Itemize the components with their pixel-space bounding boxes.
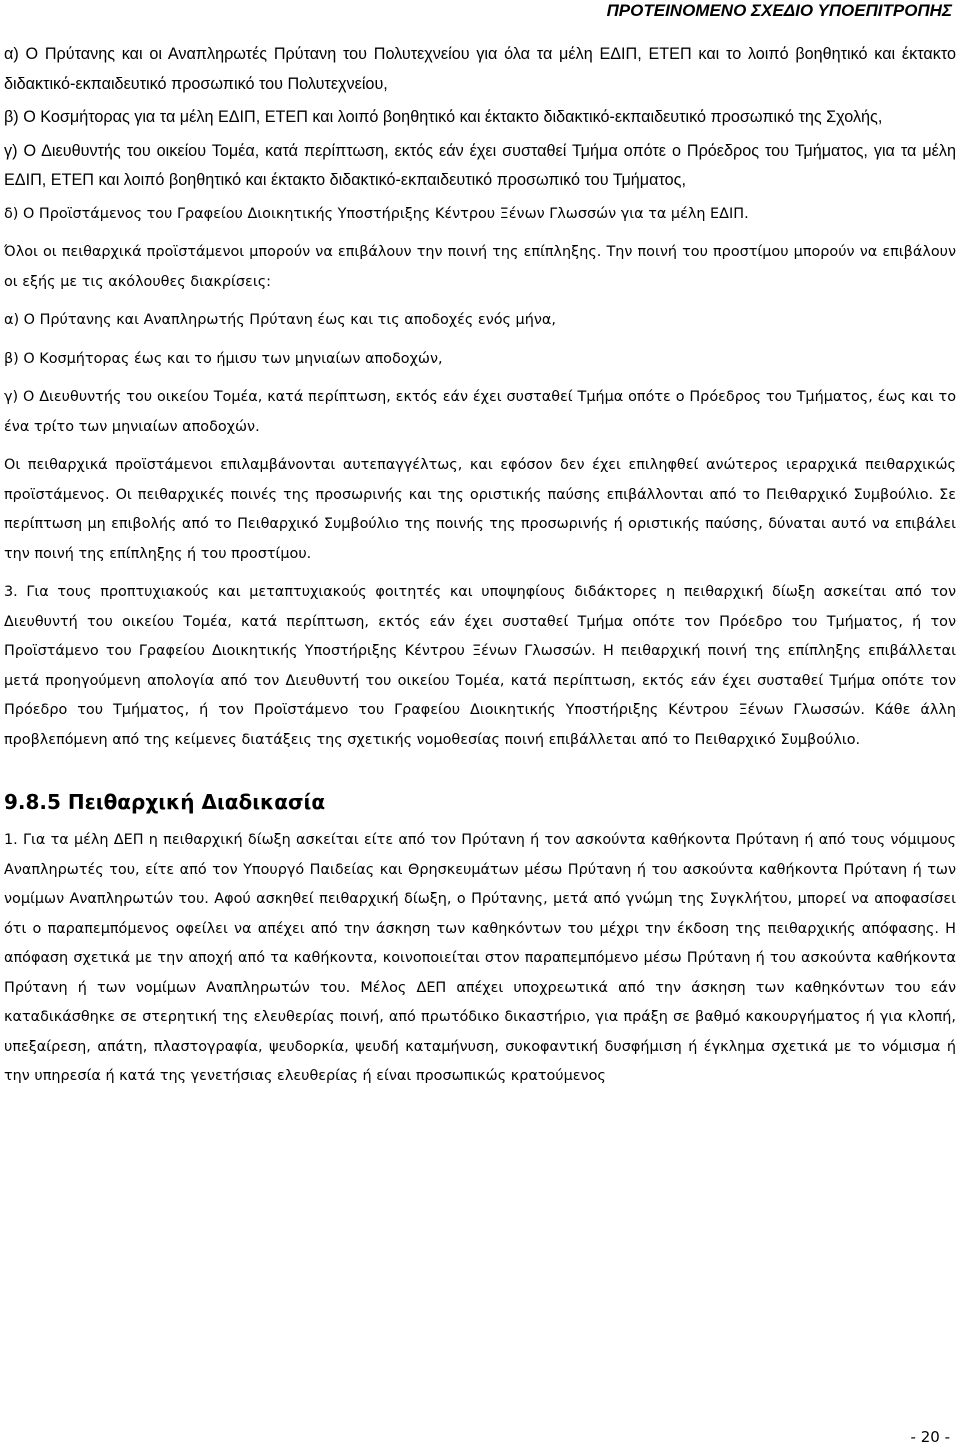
- list-item: γ) Ο Διευθυντής του οικείου Τομέα, κατά περίπτωση, εκτός εάν έχει συσταθεί Τμήμα οπότε ο Πρόεδρος του Τμήματος, έως και το ένα τρίτο των μηνιαίων αποδοχών.: [4, 389, 956, 435]
- document-body: [4, 40, 956, 1101]
- list-item: δ) Ο Προϊστάμενος του Γραφείου Διοικητικής Υποστήριξης Κέντρου Ξένων Γλωσσών για τα μέλη ΕΔΙΠ.: [4, 205, 749, 222]
- section-2: [4, 200, 956, 756]
- list-item: α) Ο Πρύτανης και Αναπληρωτής Πρύτανη έως και τις αποδοχές ενός μήνα,: [4, 312, 556, 328]
- paragraph: 1. Για τα μέλη ΔΕΠ η πειθαρχική δίωξη ασκείται είτε από τον Πρύτανη ή τον ασκούντα καθήκοντα Πρύτανη ή από τους νόμιμους Αναπληρωτές του, είτε από τον Υπουργό Παιδείας και Θρησκευμάτων μέσω Πρύτανη ή του ασκούντα καθήκοντα Πρύτανη ή των νομίμων Αναπληρωτών του. Αφού ασκηθεί πειθαρχική δίωξη, ο Πρύτανης, μετά από γνώμη της Συγκλήτου, μπορεί να αποφασίσει ότι ο παραπεμπόμενος οφείλει να απέχει από την άσκηση των καθηκόντων του μέχρι την έκδοση της πειθαρχικής απόφασης. Η απόφαση σχετικά με την αποχή από τα καθήκοντα, κοινοποιείται στον παραπεμπόμενο μέσω Πρύτανη ή του ασκούντα καθήκοντα Πρύτανη ή των νομίμων Αναπληρωτών του. Μέλος ΔΕΠ απέχει υποχρεωτικά από την άσκηση των καθηκόντων του εάν καταδικάσθηκε σε στερητική της ελευθερίας ποινή, από πρωτόδικο δικαστήριο, για πράξη σε βαθμό κακουργήματος ή για κλοπή, υπεξαίρεση, απάτη, πλαστογραφία, ψευδορκία, ψευδή καταμήνυση, συκοφαντική δυσφήμιση ή έγκλημα σχετικά με το νόμισμα ή την υπηρεσία ή κατά της γενετήσιας ελευθερίας ή είναι προσωπικώς κρατούμενος: [4, 832, 956, 1084]
- section-3: [4, 826, 956, 1092]
- list-item: α) Ο Πρύτανης και οι Αναπληρωτές Πρύτανη του Πολυτεχνείου για όλα τα μέλη ΕΔΙΠ, ΕΤΕΠ και το λοιπό βοηθητικό και έκτακτο διδακτικό-εκπαιδευτικό προσωπικό του Πολυτεχνείου,: [4, 45, 956, 93]
- document-header: ΠΡΟΤΕΙΝΟΜΕΝΟ ΣΧΕΔΙΟ ΥΠΟΕΠΙΤΡΟΠΗΣ: [606, 1, 952, 20]
- paragraph: 3. Για τους προπτυχιακούς και μεταπτυχιακούς φοιτητές και υποψηφίους διδάκτορες η πειθαρχική δίωξη ασκείται από τον Διευθυντή του οικείου Τομέα, κατά περίπτωση, εκτός εάν έχει συσταθεί Τμήμα οπότε τον Πρόεδρο του Τμήματος, ή τον Προϊστάμενο του Γραφείου Διοικητικής Υποστήριξης Κέντρου Ξένων Γλωσσών. Η πειθαρχική ποινή της επίπληξης επιβάλλεται μετά προηγούμενη απολογία από τον Διευθυντή του οικείου Τομέα, κατά περίπτωση, εκτός εάν έχει συσταθεί Τμήμα οπότε τον Πρόεδρο του Τμήματος, ή τον Προϊστάμενο του Γραφείου Διοικητικής Υποστήριξης Κέντρου Ξένων Γλωσσών. Κάθε άλλη προβλεπόμενη από της κείμενες διατάξεις της σχετικής νομοθεσίας ποινή επιβάλλεται από το Πειθαρχικό Συμβούλιο.: [4, 584, 956, 748]
- list-item: β) Ο Κοσμήτορας έως και το ήμισυ των μηνιαίων αποδοχών,: [4, 350, 443, 367]
- paragraph: Όλοι οι πειθαρχικά προϊστάμενοι μπορούν να επιβάλουν την ποινή της επίπληξης. Την ποινή του προστίμου μπορούν να επιβάλουν οι εξής με τις ακόλουθες διακρίσεις:: [4, 244, 956, 290]
- section-1: [4, 40, 956, 196]
- section-heading: 9.8.5 Πειθαρχική Διαδικασία: [4, 790, 326, 814]
- paragraph: Οι πειθαρχικά προϊστάμενοι επιλαμβάνονται αυτεπαγγέλτως, και εφόσον δεν έχει επιληφθεί ανώτερος ιεραρχικά πειθαρχικώς προϊστάμενος. Οι πειθαρχικές ποινές της προσωρινής και της οριστικής παύσης επιβάλλονται από το Πειθαρχικό Συμβούλιο. Σε περίπτωση μη επιβολής από το Πειθαρχικό Συμβούλιο της ποινής της προσωρινής ή οριστικής παύσης, δύναται αυτό να επιβάλει την ποινή της επίπληξης ή του προστίμου.: [4, 457, 956, 562]
- page-number: - 20 -: [910, 1428, 950, 1446]
- list-item: γ) Ο Διευθυντής του οικείου Τομέα, κατά περίπτωση, εκτός εάν έχει συσταθεί Τμήμα οπότε ο Πρόεδρος του Τμήματος, για τα μέλη ΕΔΙΠ, ΕΤΕΠ και λοιπό βοηθητικό και έκτακτο διδακτικό-εκπαιδευτικό προσωπικό του Τμήματος,: [4, 141, 956, 189]
- list-item: β) Ο Κοσμήτορας για τα μέλη ΕΔΙΠ, ΕΤΕΠ και λοιπό βοηθητικό και έκτακτο διδακτικό-εκπαιδευτικό προσωπικό της Σχολής,: [4, 108, 883, 126]
